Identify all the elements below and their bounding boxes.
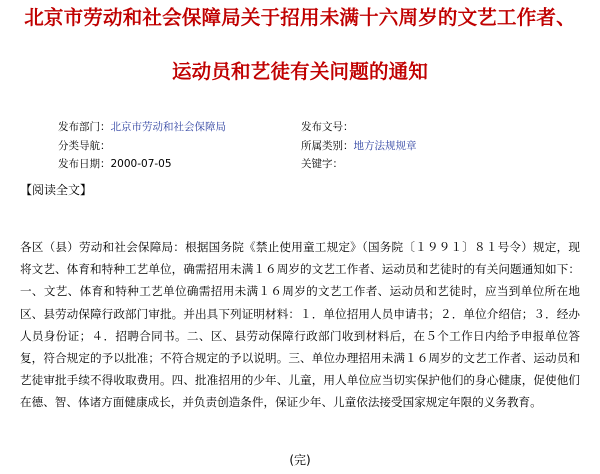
document-title-line-1: 北京市劳动和社会保障局关于招用未满十六周岁的文艺工作者、 (24, 6, 576, 29)
meta-date-label: 发布日期： (58, 158, 111, 170)
meta-keywords-label: 关键字： (301, 158, 343, 170)
meta-issuer-value[interactable]: 北京市劳动和社会保障局 (110, 121, 226, 133)
meta-belongs-label: 所属类别： (301, 140, 354, 152)
meta-category-label: 分类导航： (58, 140, 111, 152)
meta-date (58, 157, 172, 171)
meta-belongs (301, 139, 417, 153)
document-body: 各区（县）劳动和社会保障局：根据国务院《禁止使用童工规定》（国务院〔１９９１〕８１号令）规定，现将文艺、体育和特种工艺单位，确需招用未满１６周岁的文艺工作者、运动员和艺徒时的有关问题通知如下：一、文艺、体育和特种工艺单位确需招用未满１６周岁的文艺工作者、运动员和艺徒时，应当到单位所在地区、县劳动保障行政部门审批。并出具下列证明材料：１．单位招用人员申请书；２．单位介绍信；３．经办人员身份证；４．招聘合同书。二、区、县劳动保障行政部门收到材料后，在５个工作日内给予申报单位答复，符合规定的予以批准；不符合规定的予以说明。三、单位办理招用未满１６周岁的文艺工作者、运动员和艺徒审批手续不得收取费用。四、批准招用的少年、儿童，用人单位应当切实保护他们的身心健康，促使他们在德、智、体诸方面健康成长，并负责创造条件，保证少年、儿童依法接受国家规定年限的义务教育。 (20, 240, 580, 410)
end-mark: (完) (289, 453, 311, 467)
meta-doc-number-label: 发布文号： (301, 121, 354, 133)
meta-belongs-value[interactable]: 地方法规规章 (353, 140, 417, 152)
meta-keywords (301, 157, 343, 171)
meta-category (58, 139, 111, 153)
meta-issuer-label: 发布部门： (58, 121, 111, 133)
meta-doc-number (301, 120, 354, 134)
meta-date-value: 2000-07-05 (110, 158, 172, 170)
meta-issuer (58, 120, 226, 134)
read-full-text-link[interactable]: 【阅读全文】 (20, 183, 93, 197)
document-title-line-2: 运动员和艺徒有关问题的通知 (171, 60, 429, 83)
